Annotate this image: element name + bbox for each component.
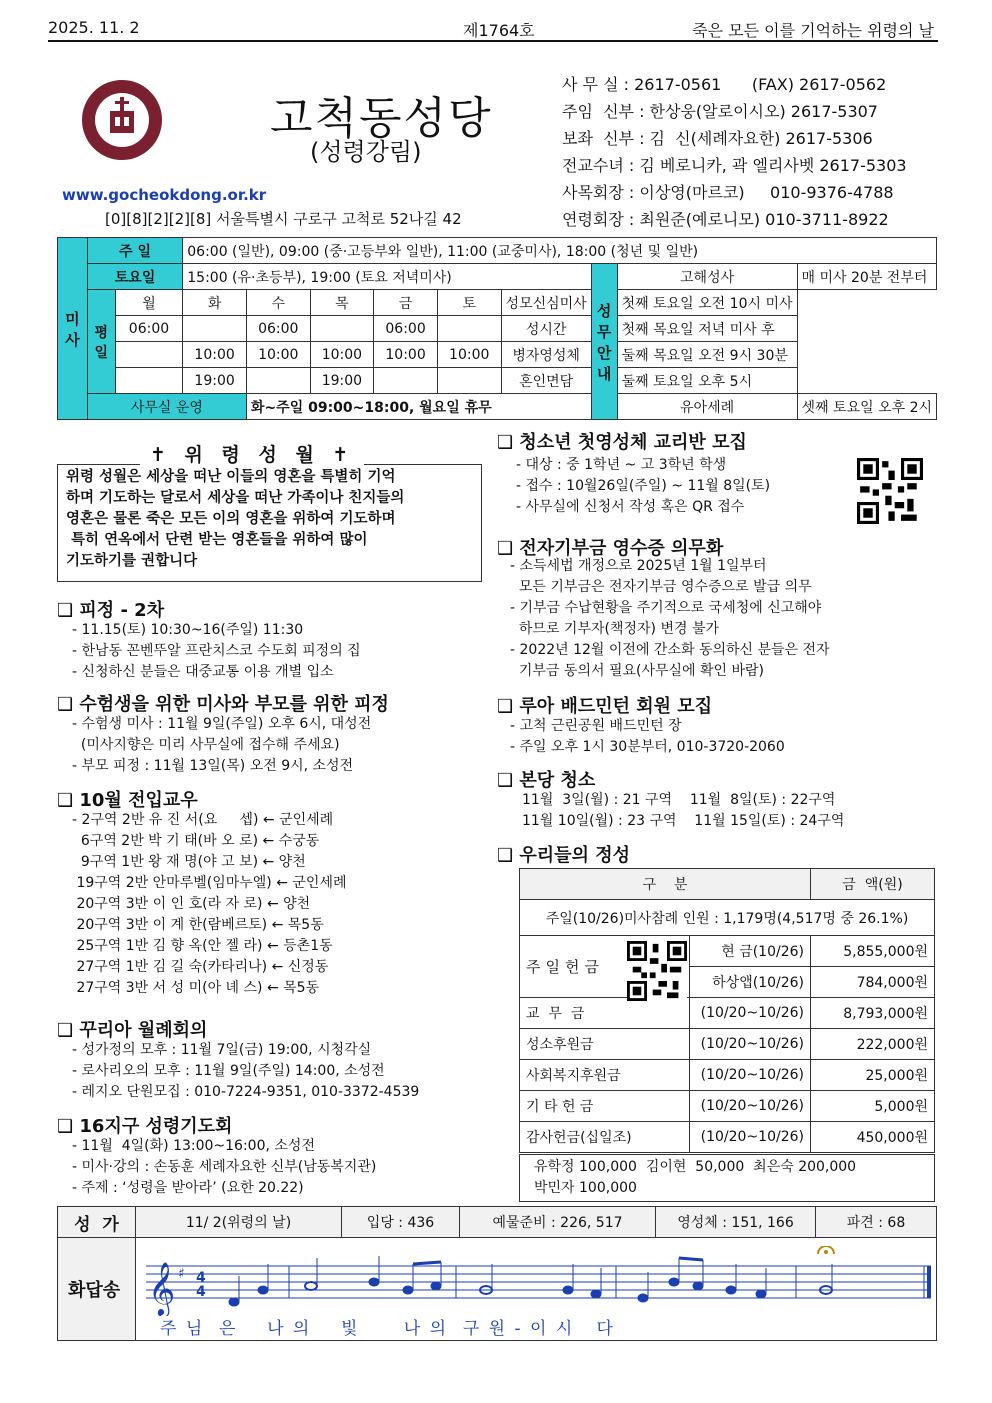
day-header: 월 <box>115 290 183 316</box>
sacrament-name: 유아세례 <box>617 394 797 420</box>
hymn-label: 성 가 <box>58 1207 136 1238</box>
offering-period: (10/20~10/26) <box>690 1122 811 1153</box>
svg-text:𝄞: 𝄞 <box>148 1261 176 1315</box>
list-item: - 로사리오의 모후 : 11월 9일(주일) 14:00, 소성전 <box>72 1063 385 1079</box>
wiryeong-box <box>57 464 482 582</box>
donor-line: 유학정 100,000 김이현 50,000 최은숙 200,000 <box>534 1159 857 1175</box>
section-title: ❑ 10월 전입교우 <box>57 790 198 811</box>
day-header: 화 <box>183 290 247 316</box>
offering-item: 현 금(10/26) <box>690 936 811 967</box>
list-item: - 11.15(토) 10:30~16(주일) 11:30 <box>72 622 304 638</box>
list-item: - 한남동 꼰벤뚜알 프란치스코 수도회 피정의 집 <box>72 643 361 659</box>
section-title: ❑ 수험생을 위한 미사와 부모를 위한 피정 <box>57 694 389 715</box>
saturday-times: 15:00 (유·초등부), 19:00 (토요 저녁미사) <box>183 264 591 290</box>
list-item: - 수험생 미사 : 11월 9일(주일) 오후 6시, 대성전 <box>72 716 372 732</box>
website-link[interactable]: www.gocheokdong.or.kr <box>62 186 267 204</box>
sacrament-time: 첫째 목요일 저녁 미사 후 <box>617 316 797 342</box>
list-item: 27구역 1반 김 길 숙(카타리나) ← 신정동 <box>72 959 329 975</box>
header-divider <box>48 40 938 42</box>
offering-item: 하상앱(10/26) <box>690 967 811 998</box>
day-header: 목 <box>310 290 374 316</box>
wiryeong-line: 영혼은 물론 죽은 모든 이의 영혼을 위하여 기도하며 <box>66 511 396 527</box>
wiryeong-line: 기도하기를 권합니다 <box>66 553 198 569</box>
contact-sisters: 전교수녀 : 김 베로니카, 곽 엘리사벳 2617-5303 <box>562 156 907 175</box>
list-item: - 주제 : ‘성령을 받아라’ (요한 20.22) <box>72 1180 304 1196</box>
issue-number: 제1764호 <box>463 21 535 40</box>
contact-office: 사 무 실 : 2617-0561 (FAX) 2617-0562 <box>562 75 887 94</box>
offering-period: (10/20~10/26) <box>690 1060 811 1091</box>
curia-list <box>72 1040 419 1103</box>
offering-amount: 784,000원 <box>811 967 935 998</box>
mass-schedule-table <box>57 237 937 420</box>
svg-text:♯: ♯ <box>178 1266 185 1282</box>
weekday-time <box>374 368 438 394</box>
contact-assistant-priest: 보좌 신부 : 김 신(세례자요한) 2617-5306 <box>562 129 873 148</box>
wiryeong-line: 특히 연옥에서 단련 받는 영혼들을 위하여 많이 <box>66 532 368 548</box>
weekday-time: 06:00 <box>115 316 183 342</box>
sacrament-time: 매 미사 20분 전부터 <box>797 264 936 290</box>
first-communion-list <box>516 455 770 518</box>
offering-item: 성소후원금 <box>520 1029 690 1060</box>
offering-item: 사회복지후원금 <box>520 1060 690 1091</box>
list-item: - 신청하신 분들은 대중교통 이용 개별 입소 <box>72 664 334 680</box>
hymn-recessional: 파견 : 68 <box>816 1207 937 1238</box>
sacrament-time: 셋째 토요일 오후 2시 <box>797 394 936 420</box>
weekday-time <box>310 316 374 342</box>
wiryeong-title: ✝ 위 령 성 월 ✝ <box>140 440 364 467</box>
offering-amount: 5,855,000원 <box>811 936 935 967</box>
list-item: - 2022년 12월 이전에 간소화 동의하신 분들은 전자 <box>510 642 830 658</box>
list-item: - 2구역 2반 유 진 서(요 셉) ← 군인세례 <box>72 812 334 828</box>
list-item: 11월 10일(월) : 23 구역 11월 15일(토) : 24구역 <box>522 813 845 829</box>
exam-mass-list <box>72 714 371 777</box>
wiryeong-line: 하며 기도하는 달로서 세상을 떠난 가족이나 친지들의 <box>66 490 405 506</box>
new-parishioners-list <box>72 810 347 999</box>
parish-subtitle: (성령강림) <box>310 138 422 166</box>
weekday-time: 10:00 <box>374 342 438 368</box>
music-staff <box>146 1246 936 1316</box>
list-item: - 성가정의 모후 : 11월 7일(금) 19:00, 시청각실 <box>72 1042 372 1058</box>
list-item: 기부금 동의서 필요(사무실에 확인 바람) <box>510 663 765 679</box>
psalm-label-cell <box>58 1238 136 1340</box>
list-item: - 기부금 수납현황을 주기적으로 국세청에 신고해야 <box>510 600 822 616</box>
parish-seal-logo <box>82 80 162 160</box>
mass-label: 미사 <box>58 238 88 420</box>
cleaning-list <box>522 790 844 832</box>
weekday-time <box>183 316 247 342</box>
list-item: - 고척 근린공원 배드민턴 장 <box>510 718 682 734</box>
section-title: ❑ 본당 청소 <box>497 770 596 791</box>
sunday-label: 주 일 <box>87 238 182 264</box>
list-item: 모든 기부금은 전자기부금 영수증으로 발급 의무 <box>510 579 812 595</box>
psalm-label: 화답송 <box>68 1280 121 1301</box>
offering-header: 구 분 <box>520 869 811 900</box>
hymn-communion: 영성체 : 151, 166 <box>656 1207 816 1238</box>
offering-item: 감사헌금(십일조) <box>520 1122 690 1153</box>
weekday-time: 10:00 <box>310 342 374 368</box>
list-item: - 주일 오후 1시 30분부터, 010-3720-2060 <box>510 739 785 755</box>
hymn-offertory: 예물준비 : 226, 517 <box>460 1207 656 1238</box>
list-item: - 사무실에 신청서 작성 혹은 QR 접수 <box>516 499 745 515</box>
contact-funeral-president: 연령회장 : 최원준(예로니모) 010-3711-8922 <box>562 210 889 229</box>
weekday-time: 06:00 <box>374 316 438 342</box>
sacrament-name: 고해성사 <box>617 264 797 290</box>
section-title: ❑ 청소년 첫영성체 교리반 모집 <box>497 432 747 453</box>
offering-item: 기 타 헌 금 <box>520 1091 690 1122</box>
svg-text:4: 4 <box>196 1284 206 1300</box>
list-item: 11월 3일(월) : 21 구역 11월 8일(토) : 22구역 <box>522 792 836 808</box>
issue-motto: 죽은 모든 이를 기억하는 위령의 날 <box>692 21 934 40</box>
qr-code-icon[interactable] <box>627 941 687 1001</box>
badminton-list <box>510 716 785 758</box>
sacrament-name: 성모신심미사 <box>501 290 591 316</box>
offering-amount: 222,000원 <box>811 1029 935 1060</box>
list-item: 9구역 1반 왕 재 명(야 고 보) ← 양천 <box>72 854 306 870</box>
offering-amount: 5,000원 <box>811 1091 935 1122</box>
sunday-offering-label: 주일헌금 <box>520 936 690 998</box>
weekday-time <box>437 368 501 394</box>
offering-header: 금 액(원) <box>811 869 935 900</box>
list-item: 25구역 1반 김 향 옥(안 젤 라) ← 등촌1동 <box>72 938 333 954</box>
parish-name: 고척동성당 <box>270 93 493 144</box>
weekday-time: 10:00 <box>437 342 501 368</box>
list-item: (미사지향은 미리 사무실에 접수해 주세요) <box>72 737 340 753</box>
offering-table <box>519 868 935 1153</box>
section-title: ❑ 우리들의 정성 <box>497 845 630 866</box>
e-receipt-list <box>510 556 830 682</box>
parish-address: [0][8][2][2][8] 서울특별시 구로구 고척로 52나길 42 <box>105 210 462 228</box>
svg-text:4: 4 <box>196 1270 206 1286</box>
weekday-time <box>437 316 501 342</box>
day-header: 수 <box>246 290 310 316</box>
list-item: - 부모 피정 : 11월 13일(목) 오전 9시, 소성전 <box>72 758 354 774</box>
offering-amount: 25,000원 <box>811 1060 935 1091</box>
offering-amount: 450,000원 <box>811 1122 935 1153</box>
offering-amount: 8,793,000원 <box>811 998 935 1029</box>
section-title: ❑ 루아 배드민턴 회원 모집 <box>497 696 713 717</box>
day-header: 금 <box>374 290 438 316</box>
sacrament-name: 혼인면담 <box>501 368 591 394</box>
weekday-time: 10:00 <box>246 342 310 368</box>
list-item: - 11월 4일(화) 13:00~16:00, 소성전 <box>72 1138 315 1154</box>
weekday-time: 19:00 <box>183 368 247 394</box>
list-item: 20구역 3반 이 계 한(람베르토) ← 목5동 <box>72 917 324 933</box>
day-header: 토 <box>437 290 501 316</box>
contact-pastor: 주임 신부 : 한상웅(알로이시오) 2617-5307 <box>562 102 878 121</box>
hymn-day: 11/ 2(위령의 날) <box>136 1207 342 1238</box>
saturday-label: 토요일 <box>87 264 182 290</box>
offering-period: (10/20~10/26) <box>690 1029 811 1060</box>
section-title: ❑ 피정 - 2차 <box>57 600 165 621</box>
wiryeong-line: 위령 성월은 세상을 떠난 이들의 영혼을 특별히 기억 <box>66 469 396 485</box>
hymn-numbers-row <box>57 1206 937 1238</box>
sacrament-label: 성무안내 <box>591 264 617 420</box>
donor-list <box>519 1154 935 1202</box>
offering-item: 교 무 금 <box>520 998 690 1029</box>
list-item: - 소득세법 개정으로 2025년 1월 1일부터 <box>510 558 767 574</box>
sunday-times: 06:00 (일반), 09:00 (중·고등부와 일반), 11:00 (교중미사), 18:00 (청년 및 일반) <box>183 238 937 264</box>
list-item: - 레지오 단원모집 : 010-7224-9351, 010-3372-4539 <box>72 1084 420 1100</box>
weekday-time <box>246 368 310 394</box>
weekday-time: 10:00 <box>183 342 247 368</box>
weekday-time <box>115 368 183 394</box>
list-item: - 미사·강의 : 손동훈 세례자요한 신부(남동복지관) <box>72 1159 377 1175</box>
section-title: ❑ 꾸리아 월례회의 <box>57 1020 208 1041</box>
weekday-time: 19:00 <box>310 368 374 394</box>
retreat-list <box>72 620 361 683</box>
list-item: 20구역 3반 이 인 호(라 자 로) ← 양천 <box>72 896 311 912</box>
list-item: 19구역 2반 안마루벨(임마누엘) ← 군인세례 <box>72 875 347 891</box>
list-item: 27구역 3반 서 성 미(아 녜 스) ← 목5동 <box>72 980 320 996</box>
contact-council-president: 사목회장 : 이상영(마르코) 010-9376-4788 <box>562 183 894 202</box>
office-hours-label: 사무실 운영 <box>87 394 246 420</box>
sacrament-time: 첫째 토요일 오전 10시 미사 <box>617 290 797 316</box>
list-item: 6구역 2반 박 기 태(바 오 로) ← 수궁동 <box>72 833 320 849</box>
weekday-time <box>115 342 183 368</box>
sacrament-name: 성시간 <box>501 316 591 342</box>
offering-period: (10/20~10/26) <box>690 1091 811 1122</box>
prayer-meeting-list <box>72 1136 376 1199</box>
qr-code-icon[interactable] <box>857 458 923 524</box>
weekday-time: 06:00 <box>246 316 310 342</box>
sacrament-name: 병자영성체 <box>501 342 591 368</box>
section-title: ❑ 전자기부금 영수증 의무화 <box>497 538 724 559</box>
weekday-label: 평일 <box>87 290 115 394</box>
offering-period: (10/20~10/26) <box>690 998 811 1029</box>
section-title: ❑ 16지구 성령기도회 <box>57 1116 233 1137</box>
sacrament-time: 둘째 목요일 오전 9시 30분 <box>617 342 797 368</box>
donor-line: 박민자 100,000 <box>534 1180 637 1196</box>
office-hours: 화~주일 09:00~18:00, 월요일 휴무 <box>246 394 591 420</box>
psalm-lyrics: 주 님 은 나 의 빛 나 의 구 원 - 이 시 다 <box>160 1319 615 1339</box>
hymn-entrance: 입당 : 436 <box>342 1207 460 1238</box>
list-item: 하므로 기부자(책정자) 변경 불가 <box>510 621 719 637</box>
attendance-row: 주일(10/26)미사참례 인원 : 1,179명(4,517명 중 26.1%) <box>520 900 935 936</box>
list-item: - 접수 : 10월26일(주일) ~ 11월 8일(토) <box>516 478 771 494</box>
issue-date: 2025. 11. 2 <box>48 18 140 37</box>
sacrament-time: 둘째 토요일 오후 5시 <box>617 368 797 394</box>
list-item: - 대상 : 중 1학년 ~ 고 3학년 학생 <box>516 457 727 473</box>
